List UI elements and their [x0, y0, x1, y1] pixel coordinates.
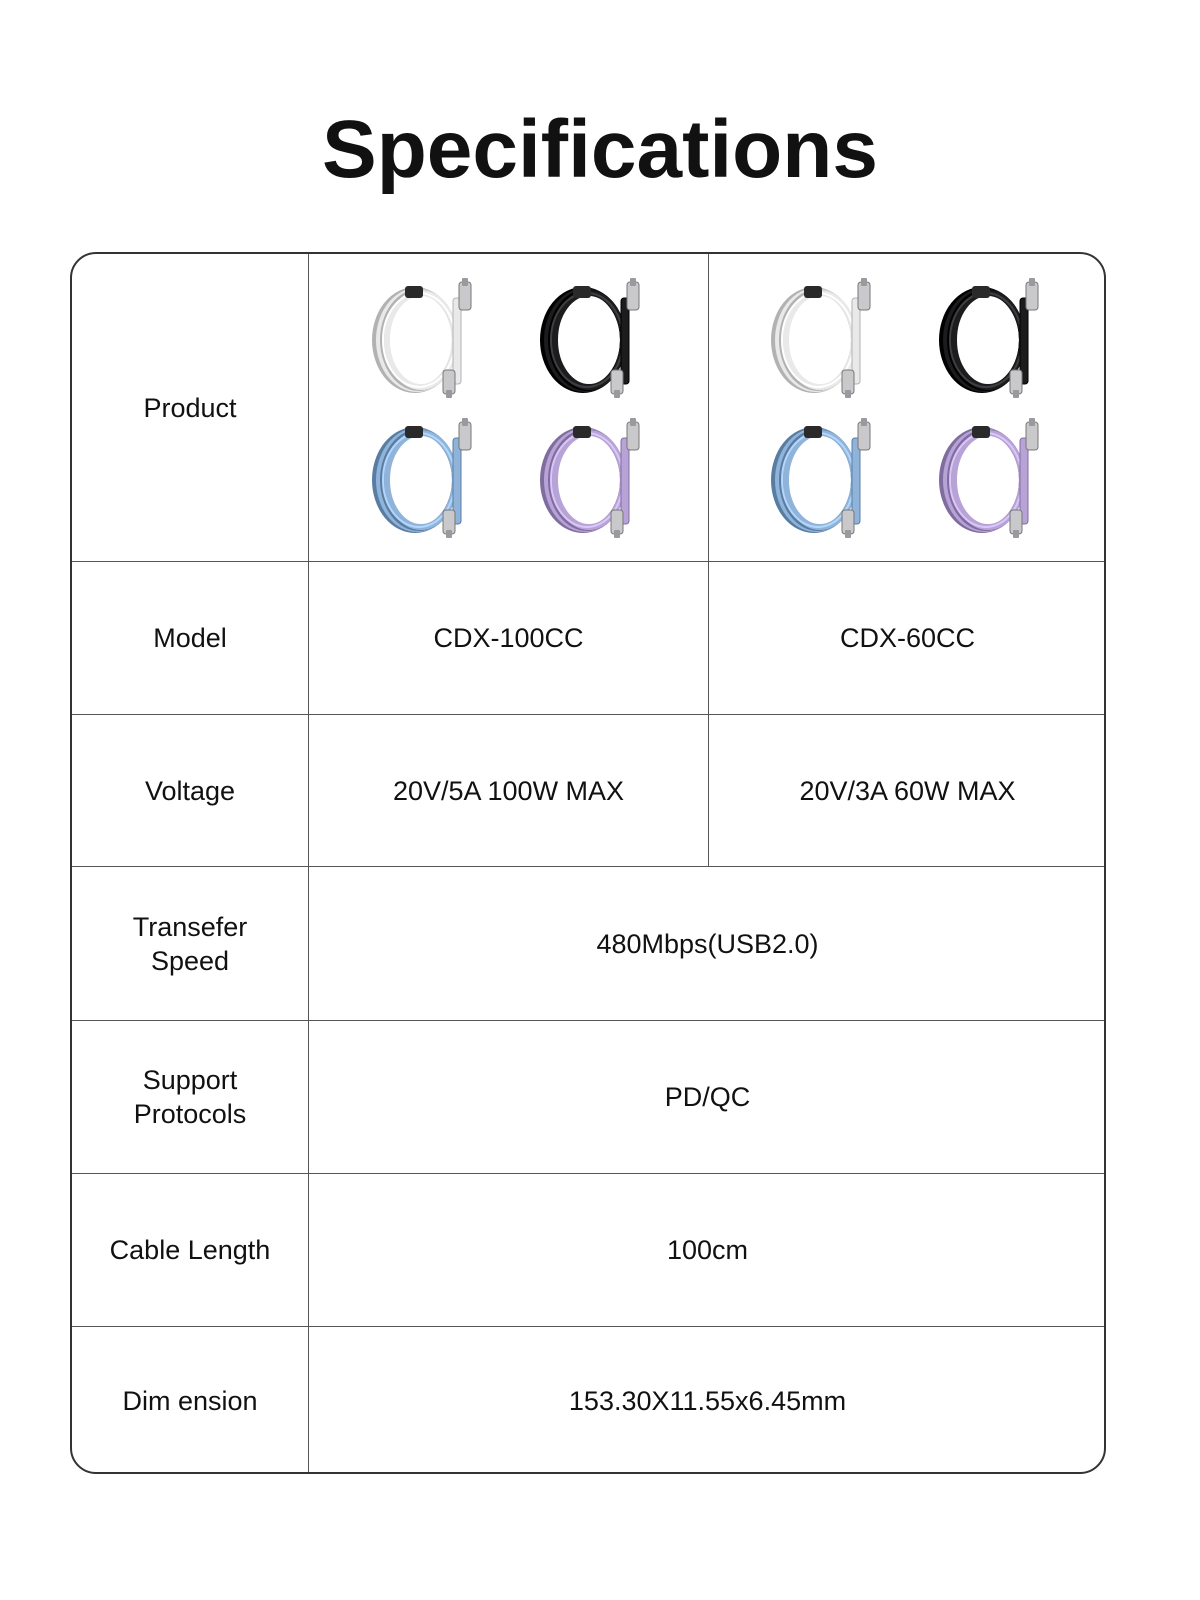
dimension-label: Dim ension: [72, 1327, 309, 1474]
speed-value: 480Mbps(USB2.0): [596, 928, 819, 959]
black-cable-icon: [513, 273, 673, 403]
speed-label-line1: Transefer: [132, 911, 248, 942]
black-cable-icon: [912, 273, 1072, 403]
purple-cable-icon: [912, 413, 1072, 543]
protocols-label-line2: Protocols: [133, 1099, 247, 1129]
white-cable-icon: [744, 273, 904, 403]
voltage-row: [72, 714, 1104, 866]
blue-cable-icon: [345, 413, 505, 543]
speed-label-line2: Speed: [150, 945, 230, 976]
protocols-label: [72, 1021, 309, 1173]
product-images-100w: [309, 254, 709, 561]
speed-label: [72, 867, 309, 1020]
product-label: Product: [72, 254, 309, 561]
spec-table: [70, 252, 1106, 1474]
length-label: Cable Length: [72, 1174, 309, 1326]
protocols-row: [72, 1020, 1104, 1173]
product-row: [72, 254, 1104, 561]
model-label: Model: [72, 562, 309, 714]
page-title: Specifications: [322, 104, 878, 195]
voltage-label: Voltage: [72, 715, 309, 866]
protocols-label-line1: Support: [142, 1065, 238, 1095]
protocols-value: PD/QC: [664, 1082, 751, 1112]
length-value: 100cm: [666, 1235, 749, 1265]
length-row: [72, 1173, 1104, 1326]
voltage-value-60w: 20V/3A 60W MAX: [799, 775, 1016, 806]
voltage-value-100w: 20V/5A 100W MAX: [309, 715, 709, 866]
speed-row: [72, 866, 1104, 1020]
dimension-value: 153.30X11.55x6.45mm: [568, 1385, 847, 1416]
purple-cable-icon: [513, 413, 673, 543]
model-value-100w: CDX-100CC: [309, 562, 709, 714]
white-cable-icon: [345, 273, 505, 403]
model-value-60w: CDX-60CC: [839, 623, 976, 653]
model-row: [72, 561, 1104, 714]
blue-cable-icon: [744, 413, 904, 543]
product-images-60w: [709, 254, 1106, 561]
dimension-row: [72, 1326, 1104, 1474]
